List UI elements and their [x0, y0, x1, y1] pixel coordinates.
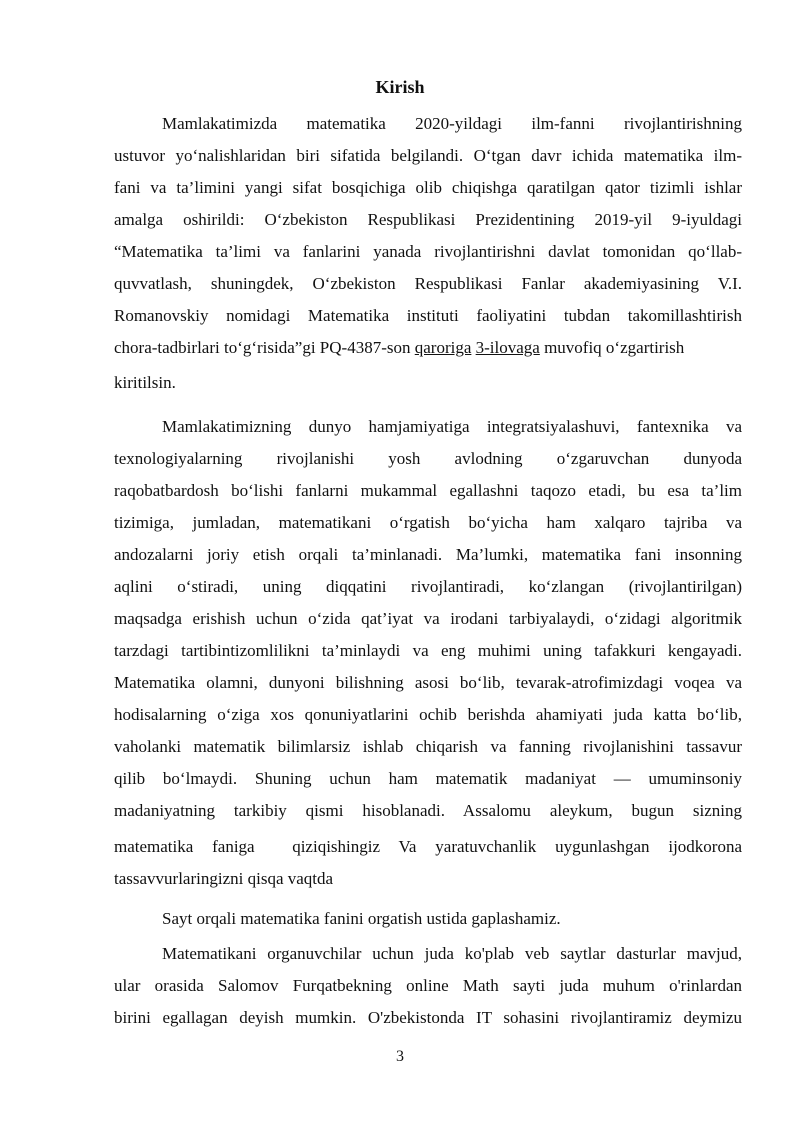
paragraph-2-line: madaniyatning tarkibiy qismi hisoblanadi. Assalomu aleykum, bugun sizning: [114, 801, 742, 820]
paragraph-2-line: texnologiyalarning rivojlanishi yosh avlodning o‘zgaruvchan dunyoda: [114, 449, 742, 468]
paragraph-2-line: qilib bo‘lmaydi. Shuning uchun ham matematik madaniyat — umuminsoniy: [114, 769, 742, 788]
paragraph-2-line: tarzdagi tartibintizomlilikni ta’minlaydi va eng muhimi uning tafakkuri kengayadi.: [114, 641, 742, 660]
paragraph-4-line: birini egallagan deyish mumkin. O'zbekistonda IT sohasini rivojlantiramiz deymizu: [114, 1008, 742, 1027]
paragraph-2-line: Matematika olamni, dunyoni bilishning asosi bo‘lib, tevarak-atrofimizdagi voqea va: [114, 673, 742, 692]
paragraph-1-line: amalga oshirildi: O‘zbekiston Respublikasi Prezidentining 2019-yil 9-iyuldagi: [114, 210, 742, 229]
paragraph-1-line: Romanovskiy nomidagi Matematika instituti faoliyatini tubdan takomillashtirish: [114, 306, 742, 325]
paragraph-1-line: kiritilsin.: [114, 373, 176, 392]
paragraph-4-line: ular orasida Salomov Furqatbekning online Math sayti juda muhum o'rinlardan: [114, 976, 742, 995]
paragraph-1-line: Mamlakatimizda matematika 2020-yildagi ilm-fanni rivojlantirishning: [162, 114, 742, 133]
page-number: 3: [396, 1048, 404, 1065]
paragraph-2-line: aqlini o‘stiradi, uning diqqatini rivojlantiradi, ko‘zlangan (rivojlantirilgan): [114, 577, 742, 596]
paragraph-1-line: [114, 337, 742, 359]
qaroriga-link[interactable]: qaroriga: [414, 338, 472, 357]
line-text: muvofiq o‘zgartirish: [539, 338, 685, 357]
paragraph-2-line: raqobatbardosh bo‘lishi fanlarni mukammal egallashni taqozo etadi, bu esa ta’lim: [114, 481, 742, 500]
paragraph-1-line: fani va ta’limini yangi sifat bosqichiga olib chiqishga qaratilgan qator tizimli ishlar: [114, 178, 742, 197]
paragraph-1-line: “Matematika ta’limi va fanlarini yanada rivojlantirishni davlat tomonidan qo‘llab-: [114, 242, 742, 261]
paragraph-2-line: matematika faniga qiziqishingiz Va yaratuvchanlik uygunlashgan ijodkorona: [114, 837, 742, 856]
paragraph-3-line: Sayt orqali matematika fanini orgatish ustida gaplashamiz.: [162, 909, 561, 928]
paragraph-2-line: maqsadga erishish uchun o‘zida qat’iyat va irodani tarbiyalaydi, o‘zidagi algoritmik: [114, 609, 742, 628]
paragraph-4-line: Matematikani organuvchilar uchun juda ko'plab veb saytlar dasturlar mavjud,: [162, 944, 742, 963]
section-title: Kirish: [375, 77, 425, 97]
paragraph-2-line: tizimiga, jumladan, matematikani o‘rgatish bo‘yicha ham xalqaro tajriba va: [114, 513, 742, 532]
ilova-link[interactable]: 3-ilovaga: [475, 338, 540, 357]
paragraph-1-line: quvvatlash, shuningdek, O‘zbekiston Respublikasi Fanlar akademiyasining V.I.: [114, 274, 742, 293]
paragraph-2-line: vaholanki matematik bilimlarsiz ishlab chiqarish va fanning rivojlanishini tassavur: [114, 737, 742, 756]
paragraph-2-line: andozalarni joriy etish orqali ta’minlanadi. Ma’lumki, matematika fani insonning: [114, 545, 742, 564]
paragraph-1-line: ustuvor yo‘nalishlaridan biri sifatida belgilandi. O‘tgan davr ichida matematika ilm-: [114, 146, 742, 165]
paragraph-2-line: hodisalarning o‘ziga xos qonuniyatlarini ochib berishda ahamiyati juda katta bo‘lib,: [114, 705, 742, 724]
paragraph-2-line: tassavvurlaringizni qisqa vaqtda: [114, 869, 334, 888]
line-text: chora-tadbirlari to‘g‘risida”gi PQ-4387-son: [114, 338, 415, 357]
paragraph-2-line: Mamlakatimizning dunyo hamjamiyatiga integratsiyalashuvi, fantexnika va: [162, 417, 742, 436]
